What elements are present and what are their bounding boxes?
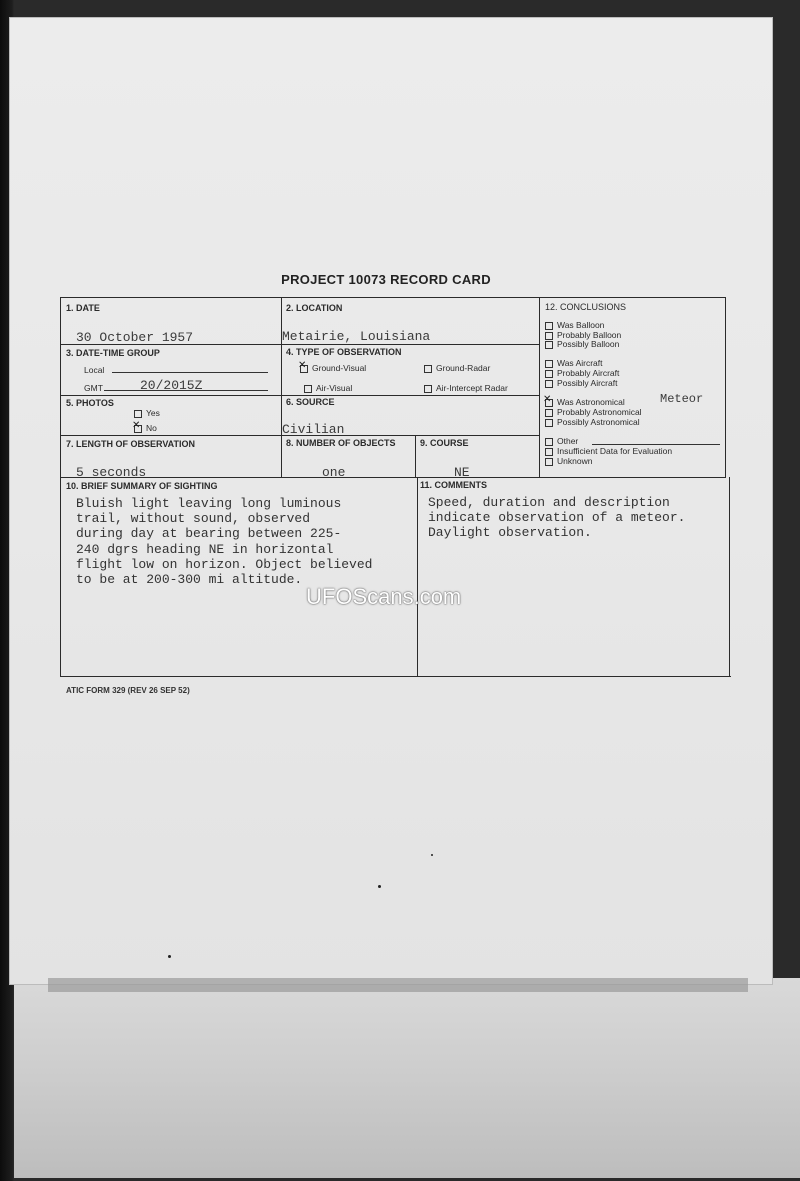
photos-label: 5. PHOTOS <box>66 398 114 408</box>
divider-course <box>415 435 416 477</box>
checkbox-icon <box>545 409 553 417</box>
conc-insufficient: Insufficient Data for Evaluation <box>545 446 672 456</box>
length-label: 7. LENGTH OF OBSERVATION <box>66 439 196 449</box>
objects-label: 8. NUMBER OF OBJECTS <box>286 438 396 448</box>
sheet-shadow-edge <box>48 978 748 992</box>
comments-label: 11. COMMENTS <box>420 480 488 490</box>
checkbox-icon <box>545 419 553 427</box>
conc-was-astronomical: ✕Was Astronomical <box>545 397 625 407</box>
form-id: ATIC FORM 329 (REV 26 SEP 52) <box>66 686 190 695</box>
type-ground-radar: Ground-Radar <box>424 363 490 373</box>
checkbox-icon <box>134 410 142 418</box>
divider-col1 <box>281 297 282 477</box>
checkbox-icon <box>545 360 553 368</box>
date-label: 1. DATE <box>66 303 100 313</box>
other-line <box>592 444 720 445</box>
row-divider-2 <box>60 395 540 396</box>
frame-right-lower <box>729 477 730 677</box>
course-label: 9. COURSE <box>420 438 469 448</box>
conc-was-aircraft: Was Aircraft <box>545 358 603 368</box>
underlying-page <box>14 978 800 1178</box>
photos-yes: Yes <box>134 408 160 418</box>
checkbox-icon <box>545 322 553 330</box>
checkbox-icon <box>545 341 553 349</box>
source-label: 6. SOURCE <box>286 397 335 407</box>
scan-speck <box>168 955 171 958</box>
scan-speck <box>378 885 381 888</box>
checkbox-icon <box>545 380 553 388</box>
photos-no: ✕No <box>134 423 157 433</box>
watermark: UFOScans.com <box>306 584 462 609</box>
checked-box-icon <box>134 425 142 433</box>
gmt-value: 20/2015Z <box>140 378 203 393</box>
checkbox-icon <box>545 458 553 466</box>
source-value: Civilian <box>282 422 345 437</box>
checkbox-icon <box>545 438 553 446</box>
summary-text: Bluish light leaving long luminous trail, without sound, observed during day at bearing between 225- 240 dgrs heading NE in horizontal flight low on horizon. Object believed to be at 200-300 mi altitude. <box>76 496 373 588</box>
checked-box-icon <box>545 399 553 407</box>
checkbox-icon <box>424 365 432 373</box>
conc-probably-astronomical: Probably Astronomical <box>545 407 642 417</box>
type-air-visual: Air-Visual <box>304 383 352 393</box>
checkbox-icon <box>304 385 312 393</box>
conc-other: Other <box>545 436 578 446</box>
checkbox-icon <box>424 385 432 393</box>
scan-speck <box>431 854 433 856</box>
conclusions-label: 12. CONCLUSIONS <box>545 302 627 312</box>
length-value: 5 seconds <box>76 465 147 480</box>
frame-top <box>60 297 726 298</box>
conc-possibly-astronomical: Possibly Astronomical <box>545 417 640 427</box>
gmt-label: GMT <box>84 383 103 393</box>
summary-label: 10. BRIEF SUMMARY OF SIGHTING <box>66 481 218 491</box>
conc-probably-balloon: Probably Balloon <box>545 330 621 340</box>
dtg-label: 3. DATE-TIME GROUP <box>66 348 160 358</box>
checked-box-icon <box>300 365 308 373</box>
conc-possibly-balloon: Possibly Balloon <box>545 339 619 349</box>
conc-probably-aircraft: Probably Aircraft <box>545 368 619 378</box>
conc-possibly-aircraft: Possibly Aircraft <box>545 378 617 388</box>
type-label: 4. TYPE OF OBSERVATION <box>286 347 402 357</box>
card-title: PROJECT 10073 RECORD CARD <box>281 272 491 287</box>
checkbox-icon <box>545 370 553 378</box>
frame-left <box>60 297 61 677</box>
conc-unknown: Unknown <box>545 456 592 466</box>
astronomical-note: Meteor <box>660 392 704 406</box>
frame-bottom <box>60 676 731 677</box>
local-label: Local <box>84 365 105 375</box>
type-air-intercept: Air-Intercept Radar <box>424 383 508 393</box>
conc-was-balloon: Was Balloon <box>545 320 604 330</box>
date-value: 30 October 1957 <box>76 330 194 345</box>
comments-text: Speed, duration and description indicate observation of a meteor. Daylight observation. <box>428 495 686 541</box>
location-label: 2. LOCATION <box>286 303 343 313</box>
divider-col2 <box>539 297 540 477</box>
row-divider-4 <box>60 477 726 478</box>
checkbox-icon <box>545 448 553 456</box>
objects-value: one <box>322 465 346 480</box>
type-ground-visual: ✕Ground-Visual <box>300 363 366 373</box>
divider-summary <box>417 477 418 677</box>
location-value: Metairie, Louisiana <box>282 329 431 344</box>
local-line <box>112 372 268 373</box>
frame-right-upper <box>725 297 726 477</box>
course-value: NE <box>454 465 470 480</box>
